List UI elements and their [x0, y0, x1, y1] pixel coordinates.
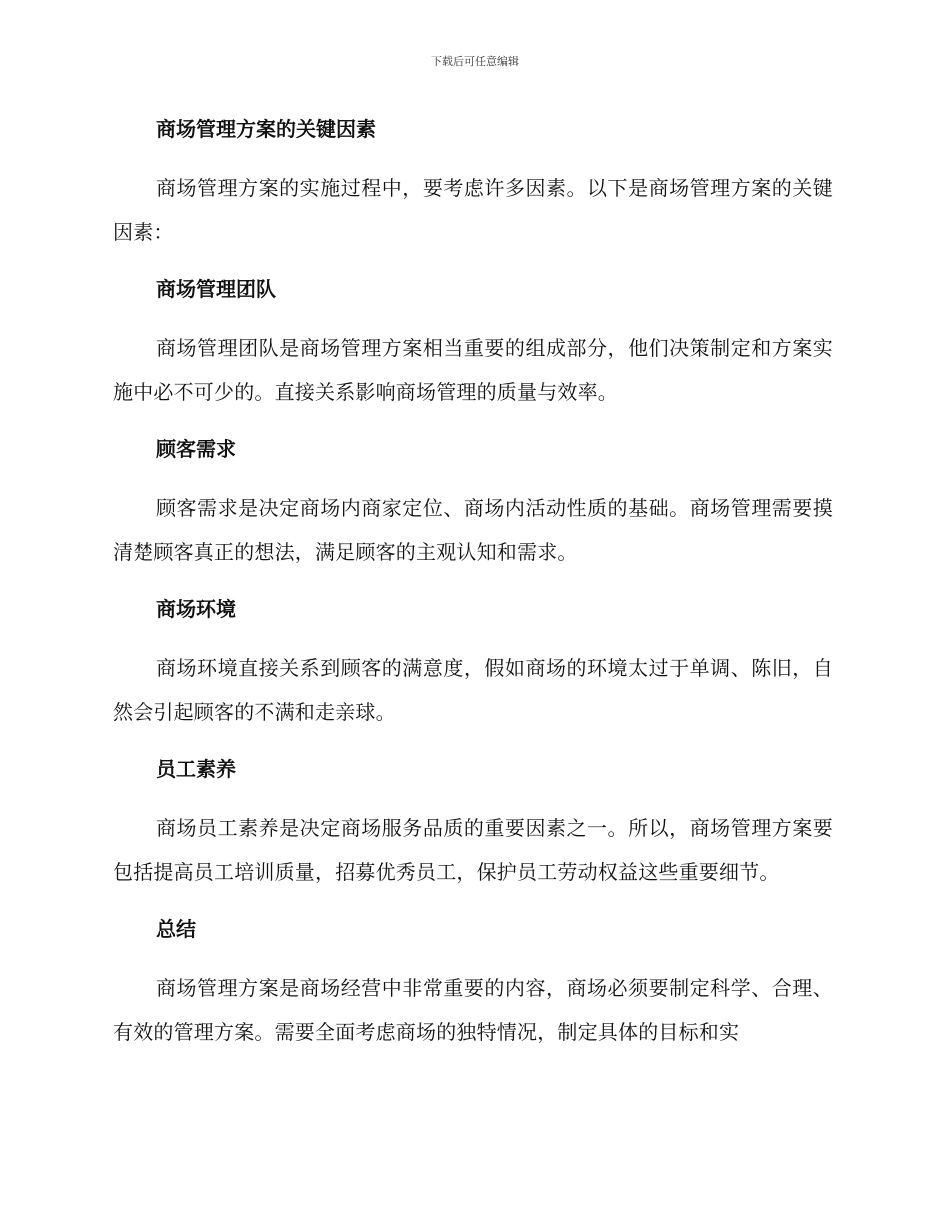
section-key-factors [113, 112, 833, 254]
section-summary [113, 912, 833, 1054]
section-paragraph: 商场环境直接关系到顾客的满意度，假如商场的环境太过于单调、陈旧，自然会引起顾客的不满和走亲球。 [113, 656, 833, 724]
page-header: 下载后可任意编辑 [431, 55, 519, 68]
section-paragraph: 商场管理方案的实施过程中，要考虑许多因素。以下是商场管理方案的关键因素： [113, 176, 833, 244]
section-paragraph: 商场管理团队是商场管理方案相当重要的组成部分，他们决策制定和方案实施中必不可少的。直接关系影响商场管理的质量与效率。 [113, 336, 833, 404]
section-paragraph: 商场员工素养是决定商场服务品质的重要因素之一。所以，商场管理方案要包括提高员工培训质量，招募优秀员工，保护员工劳动权益这些重要细节。 [113, 816, 833, 884]
section-heading: 商场管理方案的关键因素 [156, 117, 376, 141]
section-paragraph: 顾客需求是决定商场内商家定位、商场内活动性质的基础。商场管理需要摸清楚顾客真正的想法，满足顾客的主观认知和需求。 [113, 496, 833, 564]
section-staff-quality [113, 752, 833, 894]
section-heading: 顾客需求 [156, 437, 236, 461]
section-heading: 商场管理团队 [156, 277, 276, 301]
section-customer-needs [113, 432, 833, 574]
section-management-team [113, 272, 833, 414]
section-mall-environment [113, 592, 833, 734]
section-heading: 员工素养 [156, 757, 236, 781]
section-heading: 总结 [156, 917, 196, 941]
section-paragraph: 商场管理方案是商场经营中非常重要的内容，商场必须要制定科学、合理、有效的管理方案。需要全面考虑商场的独特情况，制定具体的目标和实 [113, 976, 833, 1044]
section-heading: 商场环境 [156, 597, 236, 621]
document-body [113, 112, 833, 1072]
